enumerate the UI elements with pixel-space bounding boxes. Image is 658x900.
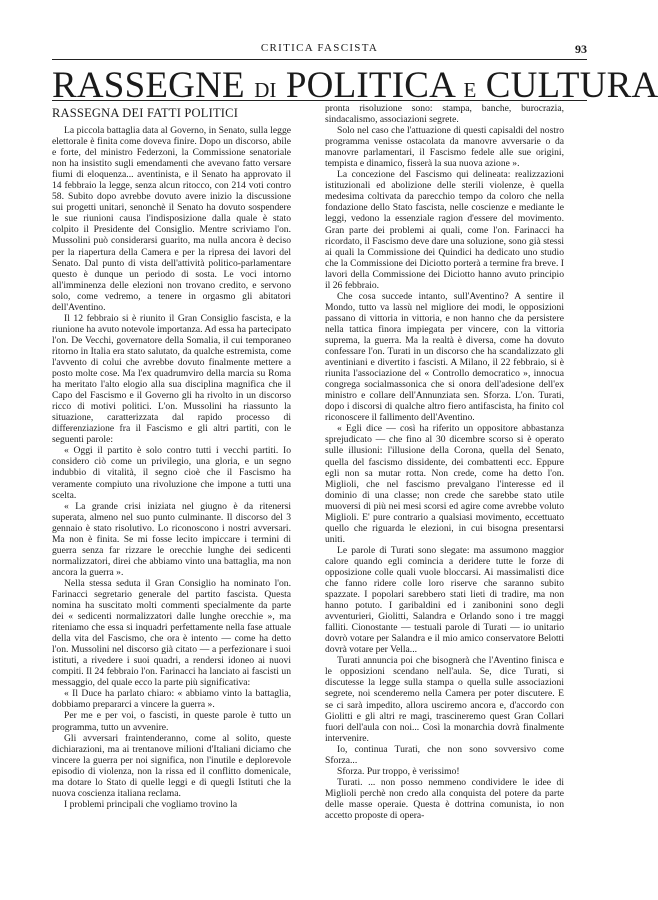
paragraph: La piccola battaglia data al Governo, in Senato, sulla legge elettorale è finita come doveva finire. Dopo un discorso, abile e forte, del ministro Federzoni, la Commissione senatoriale non ha insistito sugli emendamenti che avevano fatto versare fiumi di eloquenza... aventinista, e il Senato ha approvato il 14 febbraio la legge, senza alcun ritocco, con 214 voti contro 58. Subito dopo avrebbe dovuto avere inizio la discussione sui progetti unitari, senonchè il Senato ha dovuto sospendere le sue riunioni causa l'indisposizione dalla quale è stato colpito il Presidente del Consiglio. Mentre scriviamo l'on. Mussolini può considerarsi guarito, ma nulla ancora è deciso per la riapertura della Camera e per la ripresa dei lavori del Senato. Dal punto di vista dell'attività politico-parlamentare questo è dunque un periodo di sosta. Le voci intorno all'imminenza delle elezioni non trovano credito, e servono solo, come vedremo, a tenere in orgasmo gli abitatori dell'Aventino. xyxy=(52,125,291,313)
paragraph: I problemi principali che vogliamo trovino la xyxy=(64,798,238,810)
paragraph: Turati annuncia poi che bisognerà che l'Aventino finisca e le opposizioni scendano nell'aula. Se, dice Turati, si discutesse la legge sulla stampa o quella sulle associazioni segrete, noi scenderemo nella Camera per poter discutere. E se ci sarà impedito, allora usciremo ancora e, d'accordo con Giolitti e gli altri re magi, trascineremo quest Gran Collari fuori dell'aula con noi... Così la monarchia dovrà finalmente intervenire. xyxy=(325,655,564,744)
paragraph: La concezione del Fascismo qui delineata: realizzazioni istituzionali ed abolizione delle sterili violenze, è quella medesima coltivata da parecchio tempo da coloro che nella fondazione dello Stato fascista, nelle coscienze e mediante le leggi, vedono la essenziale ragion d'essere del movimento. Gran parte dei problemi ai quali, come l'on. Farinacci ha ricordato, il Fascismo deve dare una soluzione, sono già stessi ai quali la Commissione dei Quindici ha dedicato uno studio che la Commissione dei Diciotto porterà a termine fra breve. I lavori della Commissione dei Diciotto hanno avuto principio il 26 febbraio. xyxy=(325,169,564,291)
title-rule-bottom xyxy=(52,100,587,101)
title-word-politica: POLITICA xyxy=(285,65,454,106)
paragraph: « La grande crisi iniziata nel giugno è da ritenersi superata, almeno nel suo punto culminante. Il discorso del 3 gennaio è stato risolutivo. Lo riconoscono i nostri avversari. Ma non è finita. Se mi fosse lecito impiccare i termini di guerra senza far rizzare le orecchie lunghe dei sedicenti normalizzatori, direi che abbiamo vinto una battaglia, ma non ancora la guerra ». xyxy=(52,500,291,578)
paragraph: Che cosa succede intanto, sull'Aventino? A sentire il Mondo, tutto va lassù nel migliore dei modi, le opposizioni passano di vittoria in vittoria, e non hanno che da persistere nella tattica finora impiegata per vincere, con la vittoria suprema, la guerra. Ma la realtà è diversa, come ha dovuto confessare l'on. Turati in un discorso che ha scandalizzato gli aventiniani e divertito i fascisti. A Milano, il 22 febbraio, si è riunita l'associazione del « Controllo democratico », innocua congrega socialmassonica che si onora dell'adesione dell'ex ministro e collare dell'Annunziata sen. Sforza. L'on. Turati, dopo i discorsi di qualche altro fiero antifascista, ha finito col riconoscere il fallimento dell'Aventino. xyxy=(325,290,564,424)
paragraph: pronta risoluzione sono: stampa, banche, burocrazia, sindacalismo, associazioni segrete. xyxy=(325,103,564,126)
paragraph: Solo nel caso che l'attuazione di questi capisaldi del nostro programma venisse ostacolata da manovre avversarie o da manovre parlamentari, il Fascismo fedele alle sue origini, tempista e dinamico, fisserà la sua nuova azione ». xyxy=(325,125,564,170)
paragraph: « Oggi il partito è solo contro tutti i vecchi partiti. Io considero ciò come un privilegio, una gloria, e un segno indubbio di vitalità, il segno cioè che il Fascismo ha veramente compiuto una rivoluzione che impone a tutti una scelta. xyxy=(52,445,291,501)
title-word-rassegne: RASSEGNE xyxy=(52,65,245,106)
main-title xyxy=(52,64,658,108)
header-rule-top xyxy=(52,59,587,60)
paragraph: Le parole di Turati sono slegate: ma assumono maggior calore quando egli comincia a deridere tutte le forze di opposizione colle quali vuole bloccarsi. Ai massimalisti dice che fanno ridere colle loro riserve che saranno subito spazzate. I popolari sarebbero stati lieti di tradire, ma non hanno potuto. I garibaldini ed i zanibonini sono degli avventurieri, Giolitti, Salandra e Orlando sono i tre maggi falliti. Cionostante — testuali parole di Turati — io unitario dovrò votare per Salandra e il mio amico conservatore Belotti dovrà votare per Vella... xyxy=(325,544,564,656)
paragraph: Turati. ... non posso nemmeno condividere le idee di Miglioli perchè non credo alla conquista del potere da parte delle masse operaie. Questa è dottrina comunista, io non accetto proposte di opera- xyxy=(325,776,564,821)
page-number: 93 xyxy=(575,42,587,56)
paragraph: Io, continua Turati, che non sono sovversivo come Sforza... xyxy=(325,743,564,766)
paragraph: Gli avversari fraintenderanno, come al solito, queste dichiarazioni, ma ai trentanove milioni d'Italiani diciamo che vincere la guerra per noi significa, non l'inutile e deplorevole episodio di violenza, non la rissa ed il conflitto domenicale, ma dotare lo Stato di quelle leggi e di quegli Istituti che la nuova coscienza italiana reclama. xyxy=(52,732,291,799)
paragraph: « Il Duce ha parlato chiaro: « abbiamo vinto la battaglia, dobbiamo prepararci a vincere la guerra ». xyxy=(52,688,291,711)
journal-title: CRITICA FASCISTA xyxy=(260,42,379,54)
paragraph: Il 12 febbraio si è riunito il Gran Consiglio fascista, e la riunione ha avuto notevole importanza. Ad essa ha partecipato l'on. De Vecchi, governatore della Somalia, il cui temporaneo ritorno in Italia era stato salutato, da qualche estremista, come l'avvento di colui che avrebbe dovuto finalmente mettere a posto molte cose. Ma l'ex quadrumviro della marcia su Roma ha meritato l'alto elogio alla sua disciplina magnifica che il Capo del Fascismo e il Governo gli ha rivolto in un discorso ricco di motivi politici. L'on. Mussolini ha riassunto la situazione, caratterizzata dal rapido processo di differenziazione fra il Fascismo e gli altri partiti, con le seguenti parole: xyxy=(52,312,291,446)
left-column xyxy=(52,103,291,888)
right-column xyxy=(325,103,564,888)
paragraph: Sforza. Pur troppo, è verissimo! xyxy=(337,765,460,777)
title-word-di: DI xyxy=(254,78,277,102)
paragraph: Per me e per voi, o fascisti, in queste parole è tutto un programma, tutto un avvenire. xyxy=(52,710,291,733)
title-word-cultura: CULTURA xyxy=(485,65,658,106)
title-word-e: E xyxy=(463,78,477,102)
paragraph: Nella stessa seduta il Gran Consiglio ha nominato l'on. Farinacci segretario generale del partito fascista. Questa nomina ha suscitato molti commenti specialmente da parte dei « sedicenti normalizzatori dalle lunghe orecchie », ma riteniamo che essa si inquadri perfettamente nella fase attuale della vita del Fascismo, che ora è intento — come ha detto l'on. Mussolini nel discorso già citato — a perfezionare i suoi istituti, a rivedere i suoi quadri, a rendersi idoneo ai nuovi compiti. Il 24 febbraio l'on. Farinacci ha lanciato ai fascisti un messaggio, del quale ecco la parte più significativa: xyxy=(52,577,291,689)
section-heading: RASSEGNA DEI FATTI POLITICI xyxy=(52,106,239,120)
paragraph: « Egli dice — così ha riferito un oppositore abbastanza sprejudicato — che fino al 30 dicembre scorso si è operato sulle illusioni: l'illusione della Corona, quella del Senato, quella del fascismo dissidente, dei combattenti ecc. Eppure egli non sa mutar rotta. Non crede, come ha detto l'on. Miglioli, che nel fascismo prevalgano l'interesse ed il dominio di una classe; non crede che sarebbe stato utile muoversi di più nei mesi scorsi ed agire come avrebbe voluto Miglioli. E' pure contrario a qualsiasi movimento, eccettuato quello che riguarda le elezioni, in cui bisogna presentarsi uniti. xyxy=(325,423,564,545)
running-header xyxy=(52,42,587,56)
